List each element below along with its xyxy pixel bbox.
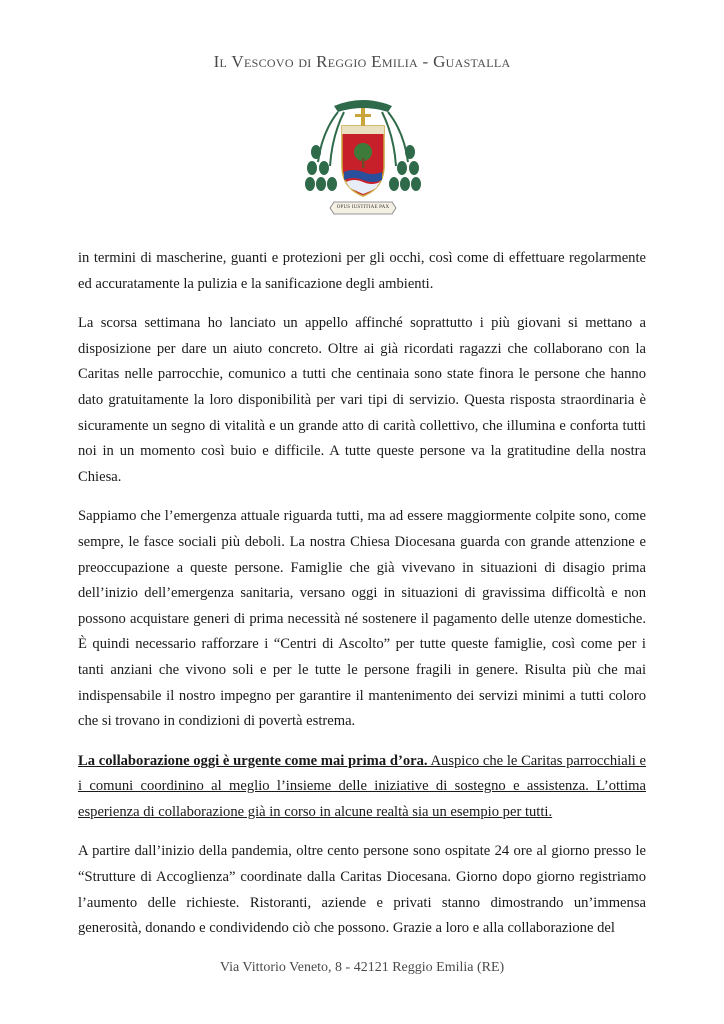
highlight-rest-text: Auspico che le Caritas parrocchiali e i comuni coordinino al meglio l’insieme delle iniziative di sostegno e assistenza. L’ottima esperienza di collaborazione già in corso in alcune realtà sia un esempio per tutti. <box>78 752 647 820</box>
footer-address: Via Vittorio Veneto, 8 - 42121 Reggio Emilia (RE) <box>219 960 505 975</box>
paragraph-1: in termini di mascherine, guanti e protezioni per gli occhi, così come di effettuare regolarmente ed accuratamente la pulizia e la sanificazione degli ambienti. <box>78 250 646 292</box>
paragraph-2: La scorsa settimana ho lanciato un appello affinché soprattutto i più giovani si mettano a disposizione per dare un aiuto concreto. Oltre ai già ricordati ragazzi che collaborano con la Caritas nelle parrocchie, comunico a tutti che centinaia sono state finora le persone che hanno dato gratuitamente la loro disponibilità per vari tipi di servizio. Questa risposta straordinaria è sicuramente un segno di vitalità e un grande atto di carità collettivo, che illumina e conforta tutti noi in un momento così buio e difficile. A tutte queste persone va la gratitudine della nostra Chiesa. <box>78 315 646 485</box>
paragraph-highlight <box>78 749 646 826</box>
letterhead-title: Il Vescovo di Reggio Emilia - Guastalla <box>213 52 511 71</box>
highlight-bold-text: La collaborazione oggi è urgente come mai prima d’ora. <box>78 752 428 769</box>
letter-body <box>78 246 646 956</box>
crest-motto: OPUS IUSTITIAE PAX <box>336 205 390 210</box>
paragraph-5: A partire dall’inizio della pandemia, oltre cento persone sono ospitate 24 ore al giorno presso le “Strutture di Accoglienza” coordinate dalla Caritas Diocesana. Giorno dopo giorno registriamo l’aumento delle richieste. Ristoranti, aziende e privati stanno dimostrando un’immensa generosità, donando e condividendo ciò che possono. Grazie a loro e alla collaborazione del <box>78 843 646 937</box>
paragraph-3: Sappiamo che l’emergenza attuale riguarda tutti, ma ad essere maggiormente colpite sono, come sempre, le fasce sociali più deboli. La nostra Chiesa Diocesana guarda con grande attenzione e preoccupazione a queste persone. Famiglie che già vivevano in situazioni di disagio prima dell’inizio dell’emergenza sanitaria, versano oggi in situazioni di gravissima difficoltà e non possono acquistare generi di prima necessità né sostenere il pagamento delle utenze domestiche. È quindi necessario rafforzare i “Centri di Ascolto” per tutte queste famiglie, così come per i tanti anziani che vivono soli e per le tutte le persone fragili in genere. Risulta più che mai indispensabile il nostro impegno per garantire il mantenimento dei servizi minimi a tutti coloro che si trovano in condizioni di povertà estrema. <box>78 508 646 730</box>
